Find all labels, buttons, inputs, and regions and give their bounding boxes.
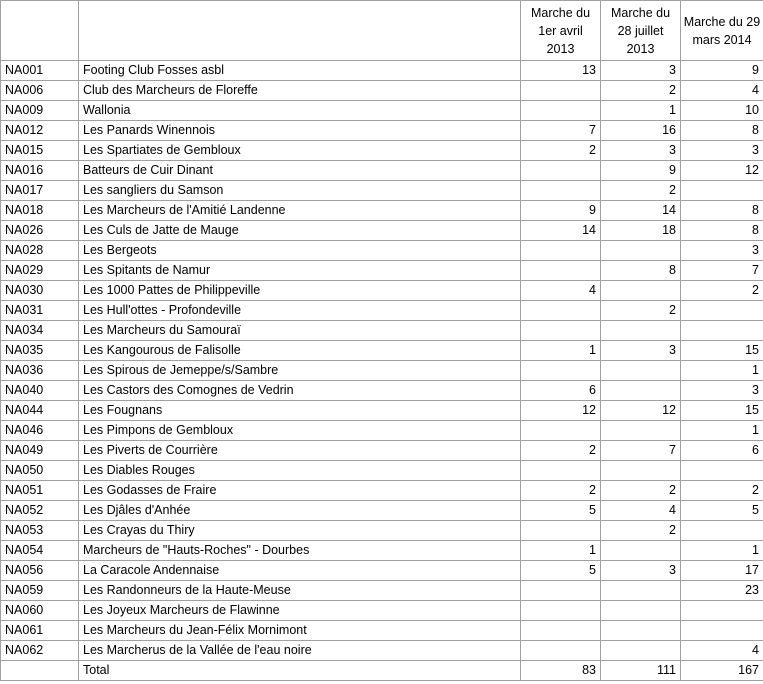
club-code-cell[interactable]: NA031	[1, 301, 79, 321]
club-name-cell[interactable]: La Caracole Andennaise	[79, 561, 521, 581]
table-row	[1, 81, 763, 101]
value-cell-2014-03[interactable]: 23	[681, 581, 763, 601]
club-name-cell[interactable]: Les Crayas du Thiry	[79, 521, 521, 541]
value-cell-2014-03[interactable]: 8	[681, 221, 763, 241]
club-name-cell[interactable]: Les Fougnans	[79, 401, 521, 421]
club-name-cell[interactable]: Les Marcheurs du Jean-Félix Mornimont	[79, 621, 521, 641]
club-code-cell[interactable]: NA028	[1, 241, 79, 261]
value-cell-2014-03[interactable]: 4	[681, 81, 763, 101]
value-cell-2014-03[interactable]	[681, 321, 763, 341]
value-cell-2014-03[interactable]	[681, 601, 763, 621]
value-cell-2013-04[interactable]: 12	[521, 401, 601, 421]
club-name-cell[interactable]: Les Culs de Jatte de Mauge	[79, 221, 521, 241]
club-name-cell[interactable]: Marcheurs de "Hauts-Roches" - Dourbes	[79, 541, 521, 561]
value-cell-2014-03[interactable]: 2	[681, 281, 763, 301]
header-name[interactable]	[79, 1, 521, 61]
value-cell-2014-03[interactable]: 3	[681, 381, 763, 401]
total-value-2013-04[interactable]: 83	[521, 661, 601, 681]
value-cell-2013-07[interactable]: 12	[601, 401, 681, 421]
club-code-cell[interactable]: NA029	[1, 261, 79, 281]
club-name-cell[interactable]: Les Castors des Comognes de Vedrin	[79, 381, 521, 401]
total-code-cell[interactable]	[1, 661, 79, 681]
value-cell-2013-04[interactable]	[521, 101, 601, 121]
value-cell-2013-04[interactable]: 1	[521, 341, 601, 361]
club-name-cell[interactable]: Les Panards Winennois	[79, 121, 521, 141]
value-cell-2014-03[interactable]: 3	[681, 241, 763, 261]
table-row	[1, 441, 763, 461]
value-cell-2014-03[interactable]: 1	[681, 421, 763, 441]
value-cell-2014-03[interactable]: 1	[681, 541, 763, 561]
value-cell-2013-04[interactable]: 14	[521, 221, 601, 241]
table-row	[1, 621, 763, 641]
table-row	[1, 141, 763, 161]
table-row	[1, 61, 763, 81]
club-name-cell[interactable]: Les Kangourous de Falisolle	[79, 341, 521, 361]
table-row	[1, 401, 763, 421]
value-cell-2013-04[interactable]	[521, 81, 601, 101]
value-cell-2013-07[interactable]	[601, 361, 681, 381]
club-name-cell[interactable]: Les Godasses de Fraire	[79, 481, 521, 501]
table-row	[1, 161, 763, 181]
table-row	[1, 461, 763, 481]
value-cell-2013-07[interactable]	[601, 241, 681, 261]
table-row	[1, 301, 763, 321]
value-cell-2013-07[interactable]: 14	[601, 201, 681, 221]
value-cell-2013-07[interactable]	[601, 461, 681, 481]
value-cell-2014-03[interactable]: 17	[681, 561, 763, 581]
value-cell-2014-03[interactable]: 9	[681, 61, 763, 81]
value-cell-2013-04[interactable]: 1	[521, 541, 601, 561]
table-row	[1, 521, 763, 541]
table-row	[1, 601, 763, 621]
club-name-cell[interactable]: Les Marcherus de la Vallée de l'eau noire	[79, 641, 521, 661]
club-name-cell[interactable]: Les Marcheurs de l'Amitié Landenne	[79, 201, 521, 221]
total-value-2013-07[interactable]: 111	[601, 661, 681, 681]
value-cell-2013-04[interactable]: 9	[521, 201, 601, 221]
value-cell-2013-07[interactable]: 8	[601, 261, 681, 281]
club-name-cell[interactable]: Les Marcheurs du Samouraï	[79, 321, 521, 341]
value-cell-2014-03[interactable]	[681, 301, 763, 321]
value-cell-2014-03[interactable]	[681, 461, 763, 481]
header-march-2014-03-29[interactable]: Marche du 29 mars 2014	[681, 1, 763, 61]
value-cell-2013-04[interactable]	[521, 361, 601, 381]
club-code-cell[interactable]: NA026	[1, 221, 79, 241]
value-cell-2013-07[interactable]: 18	[601, 221, 681, 241]
value-cell-2014-03[interactable]: 6	[681, 441, 763, 461]
value-cell-2013-04[interactable]	[521, 601, 601, 621]
club-code-cell[interactable]: NA006	[1, 81, 79, 101]
value-cell-2013-04[interactable]: 13	[521, 61, 601, 81]
value-cell-2014-03[interactable]: 15	[681, 341, 763, 361]
header-row	[1, 1, 763, 61]
club-code-cell[interactable]: NA001	[1, 61, 79, 81]
table-row	[1, 101, 763, 121]
club-name-cell[interactable]: Les 1000 Pattes de Philippeville	[79, 281, 521, 301]
value-cell-2013-07[interactable]	[601, 641, 681, 661]
value-cell-2013-07[interactable]: 1	[601, 101, 681, 121]
value-cell-2013-07[interactable]: 4	[601, 501, 681, 521]
value-cell-2013-04[interactable]: 7	[521, 121, 601, 141]
table-row	[1, 421, 763, 441]
club-name-cell[interactable]: Les Spartiates de Gembloux	[79, 141, 521, 161]
table-row	[1, 581, 763, 601]
club-name-cell[interactable]: Les Randonneurs de la Haute-Meuse	[79, 581, 521, 601]
value-cell-2014-03[interactable]: 12	[681, 161, 763, 181]
table-row	[1, 501, 763, 521]
value-cell-2013-07[interactable]	[601, 321, 681, 341]
club-code-cell[interactable]: NA030	[1, 281, 79, 301]
value-cell-2013-07[interactable]: 7	[601, 441, 681, 461]
value-cell-2013-04[interactable]: 5	[521, 561, 601, 581]
club-code-cell[interactable]: NA051	[1, 481, 79, 501]
value-cell-2013-07[interactable]	[601, 601, 681, 621]
value-cell-2014-03[interactable]	[681, 621, 763, 641]
table-row	[1, 561, 763, 581]
club-code-cell[interactable]: NA052	[1, 501, 79, 521]
value-cell-2014-03[interactable]: 4	[681, 641, 763, 661]
club-code-cell[interactable]: NA059	[1, 581, 79, 601]
club-code-cell[interactable]: NA053	[1, 521, 79, 541]
value-cell-2013-07[interactable]	[601, 621, 681, 641]
value-cell-2013-07[interactable]	[601, 281, 681, 301]
value-cell-2013-07[interactable]: 3	[601, 141, 681, 161]
club-code-cell[interactable]: NA036	[1, 361, 79, 381]
club-code-cell[interactable]: NA046	[1, 421, 79, 441]
table-row	[1, 361, 763, 381]
club-code-cell[interactable]: NA017	[1, 181, 79, 201]
club-code-cell[interactable]: NA044	[1, 401, 79, 421]
value-cell-2014-03[interactable]: 7	[681, 261, 763, 281]
value-cell-2013-07[interactable]	[601, 381, 681, 401]
value-cell-2013-07[interactable]: 3	[601, 561, 681, 581]
club-code-cell[interactable]: NA054	[1, 541, 79, 561]
value-cell-2013-07[interactable]	[601, 581, 681, 601]
club-code-cell[interactable]: NA018	[1, 201, 79, 221]
club-code-cell[interactable]: NA049	[1, 441, 79, 461]
club-name-cell[interactable]: Les sangliers du Samson	[79, 181, 521, 201]
value-cell-2014-03[interactable]: 5	[681, 501, 763, 521]
club-name-cell[interactable]: Wallonia	[79, 101, 521, 121]
header-march-2013-04-01[interactable]: Marche du 1er avril 2013	[521, 1, 601, 61]
club-code-cell[interactable]: NA009	[1, 101, 79, 121]
table-row	[1, 541, 763, 561]
value-cell-2014-03[interactable]: 1	[681, 361, 763, 381]
value-cell-2014-03[interactable]: 10	[681, 101, 763, 121]
club-code-cell[interactable]: NA061	[1, 621, 79, 641]
club-code-cell[interactable]: NA035	[1, 341, 79, 361]
value-cell-2013-04[interactable]: 2	[521, 481, 601, 501]
value-cell-2013-04[interactable]	[521, 161, 601, 181]
club-code-cell[interactable]: NA012	[1, 121, 79, 141]
club-code-cell[interactable]: NA056	[1, 561, 79, 581]
club-code-cell[interactable]: NA015	[1, 141, 79, 161]
value-cell-2013-04[interactable]	[521, 241, 601, 261]
total-value-2014-03[interactable]: 167	[681, 661, 763, 681]
value-cell-2014-03[interactable]: 2	[681, 481, 763, 501]
club-name-cell[interactable]: Les Bergeots	[79, 241, 521, 261]
value-cell-2014-03[interactable]: 15	[681, 401, 763, 421]
value-cell-2013-07[interactable]: 2	[601, 521, 681, 541]
value-cell-2013-04[interactable]: 5	[521, 501, 601, 521]
club-name-cell[interactable]: Les Spitants de Namur	[79, 261, 521, 281]
club-code-cell[interactable]: NA034	[1, 321, 79, 341]
value-cell-2013-04[interactable]	[521, 321, 601, 341]
value-cell-2013-07[interactable]: 9	[601, 161, 681, 181]
club-name-cell[interactable]: Les Piverts de Courrière	[79, 441, 521, 461]
value-cell-2013-07[interactable]: 2	[601, 181, 681, 201]
club-name-cell[interactable]: Les Diables Rouges	[79, 461, 521, 481]
value-cell-2013-04[interactable]	[521, 181, 601, 201]
value-cell-2013-04[interactable]	[521, 301, 601, 321]
club-name-cell[interactable]: Les Djâles d'Anhée	[79, 501, 521, 521]
value-cell-2014-03[interactable]: 8	[681, 121, 763, 141]
value-cell-2013-07[interactable]: 2	[601, 301, 681, 321]
table-row	[1, 241, 763, 261]
value-cell-2013-07[interactable]: 2	[601, 81, 681, 101]
value-cell-2013-04[interactable]	[521, 261, 601, 281]
table-row	[1, 381, 763, 401]
value-cell-2013-07[interactable]	[601, 421, 681, 441]
value-cell-2014-03[interactable]	[681, 181, 763, 201]
table-row	[1, 481, 763, 501]
club-name-cell[interactable]: Les Joyeux Marcheurs de Flawinne	[79, 601, 521, 621]
value-cell-2013-04[interactable]	[521, 521, 601, 541]
table-row	[1, 181, 763, 201]
value-cell-2013-07[interactable]: 16	[601, 121, 681, 141]
value-cell-2013-07[interactable]: 3	[601, 341, 681, 361]
total-row	[1, 661, 763, 681]
club-code-cell[interactable]: NA016	[1, 161, 79, 181]
value-cell-2013-04[interactable]	[521, 641, 601, 661]
value-cell-2013-07[interactable]: 3	[601, 61, 681, 81]
total-label-cell[interactable]: Total	[79, 661, 521, 681]
value-cell-2013-04[interactable]	[521, 581, 601, 601]
value-cell-2014-03[interactable]: 3	[681, 141, 763, 161]
club-code-cell[interactable]: NA040	[1, 381, 79, 401]
club-code-cell[interactable]: NA060	[1, 601, 79, 621]
club-name-cell[interactable]: Batteurs de Cuir Dinant	[79, 161, 521, 181]
value-cell-2013-04[interactable]	[521, 461, 601, 481]
table-row	[1, 261, 763, 281]
club-name-cell[interactable]: Les Pimpons de Gembloux	[79, 421, 521, 441]
club-name-cell[interactable]: Footing Club Fosses asbl	[79, 61, 521, 81]
value-cell-2013-07[interactable]	[601, 541, 681, 561]
club-name-cell[interactable]: Les Spirous de Jemeppe/s/Sambre	[79, 361, 521, 381]
value-cell-2013-04[interactable]	[521, 621, 601, 641]
table-row	[1, 221, 763, 241]
table-row	[1, 341, 763, 361]
table-row	[1, 201, 763, 221]
value-cell-2013-04[interactable]: 2	[521, 441, 601, 461]
table-row	[1, 641, 763, 661]
club-code-cell[interactable]: NA050	[1, 461, 79, 481]
table-row	[1, 321, 763, 341]
value-cell-2014-03[interactable]	[681, 521, 763, 541]
value-cell-2013-04[interactable]	[521, 421, 601, 441]
value-cell-2013-04[interactable]: 2	[521, 141, 601, 161]
header-march-2013-07-28[interactable]: Marche du 28 juillet 2013	[601, 1, 681, 61]
club-name-cell[interactable]: Les Hull'ottes - Profondeville	[79, 301, 521, 321]
table-row	[1, 121, 763, 141]
club-code-cell[interactable]: NA062	[1, 641, 79, 661]
value-cell-2014-03[interactable]: 8	[681, 201, 763, 221]
value-cell-2013-07[interactable]: 2	[601, 481, 681, 501]
value-cell-2013-04[interactable]: 6	[521, 381, 601, 401]
table-row	[1, 281, 763, 301]
value-cell-2013-04[interactable]: 4	[521, 281, 601, 301]
club-name-cell[interactable]: Club des Marcheurs de Floreffe	[79, 81, 521, 101]
header-code[interactable]	[1, 1, 79, 61]
